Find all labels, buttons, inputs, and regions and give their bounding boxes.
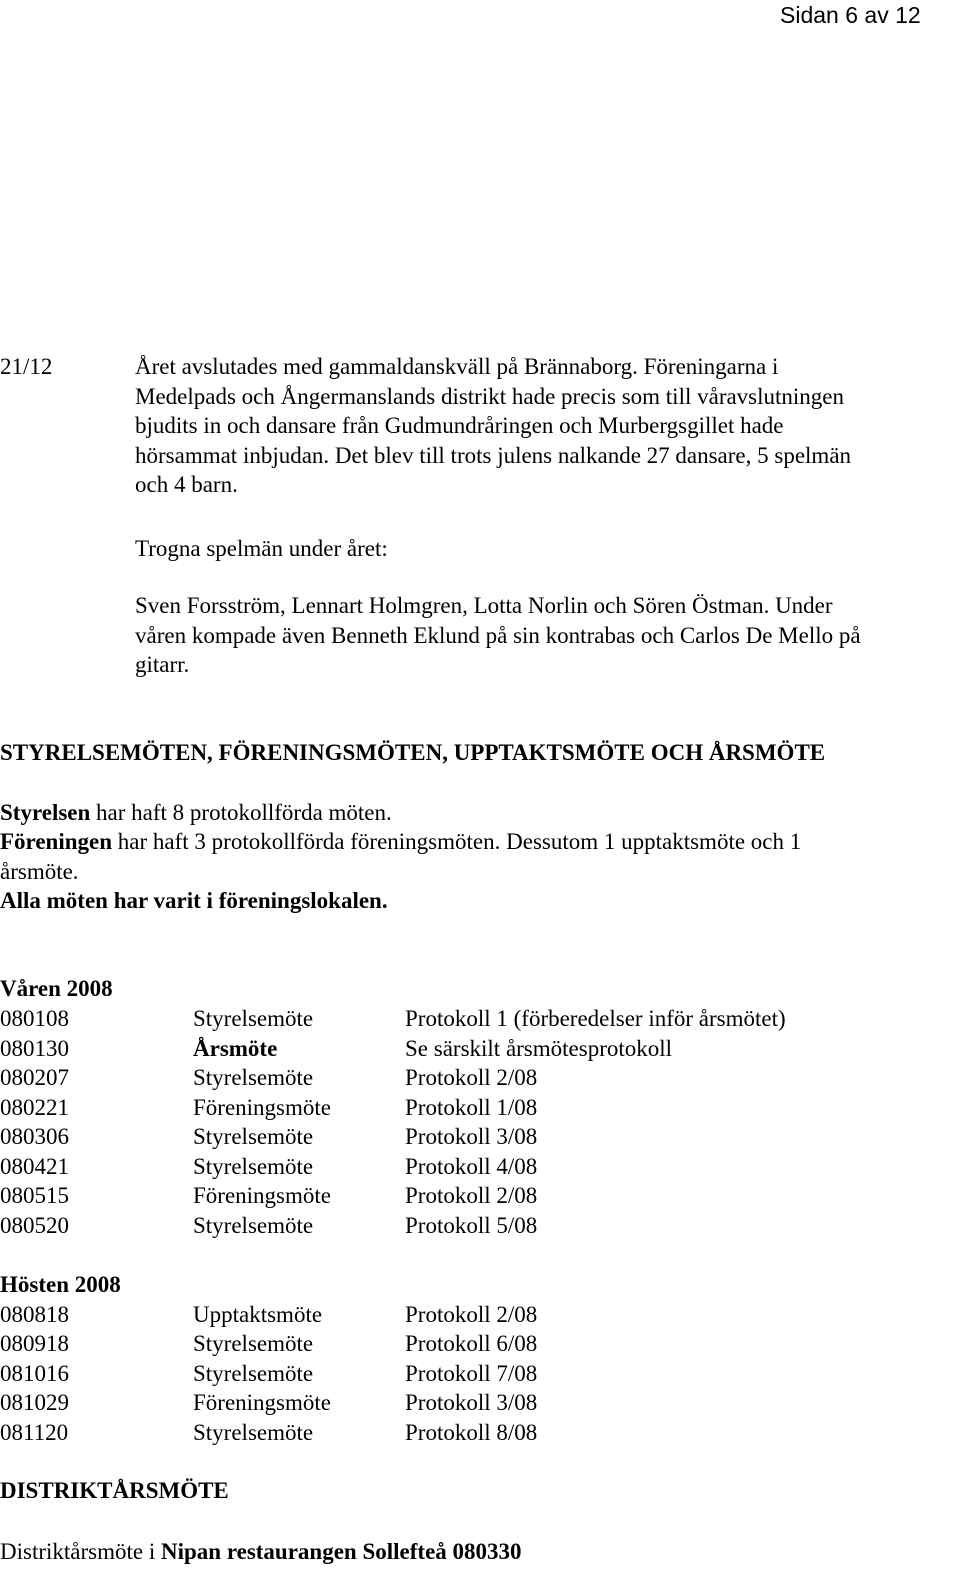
table-row: [0, 1181, 960, 1211]
table-row: [0, 1388, 960, 1418]
meeting-type: Styrelsemöte: [193, 1006, 314, 1031]
meeting-note: Protokoll 3/08: [405, 1124, 538, 1149]
meeting-note: Protokoll 6/08: [405, 1331, 538, 1356]
meeting-date: 080421: [0, 1154, 69, 1179]
meeting-note: Protokoll 2/08: [405, 1065, 538, 1090]
meeting-type: Styrelsemöte: [193, 1213, 314, 1238]
musicians-line: gitarr.: [135, 652, 190, 678]
meeting-note: Protokoll 2/08: [405, 1183, 538, 1208]
meeting-type: Styrelsemöte: [193, 1124, 314, 1149]
meeting-type: Föreningsmöte: [193, 1390, 331, 1415]
board-summary: [0, 798, 392, 828]
meeting-date: 081120: [0, 1420, 69, 1445]
meeting-note: Protokoll 5/08: [405, 1213, 538, 1238]
meeting-date: 080207: [0, 1065, 69, 1090]
entry-line: och 4 barn.: [135, 472, 238, 498]
table-row: [0, 1300, 960, 1330]
autumn-heading: Hösten 2008: [0, 1272, 121, 1297]
table-row: [0, 1034, 960, 1064]
meeting-type: Styrelsemöte: [193, 1420, 314, 1445]
district-heading: DISTRIKTÅRSMÖTE: [0, 1478, 229, 1503]
meeting-type: Föreningsmöte: [193, 1183, 331, 1208]
loyal-musicians-heading: Trogna spelmän under året:: [135, 536, 388, 561]
table-row: [0, 1359, 960, 1389]
board-label: Styrelsen: [0, 800, 91, 825]
district-text: [0, 1537, 522, 1567]
meeting-note: Protokoll 8/08: [405, 1420, 538, 1445]
entry-line: bjudits in och dansare från Gudmundråringen och Murbergsgillet hade: [135, 413, 784, 439]
board-text: har haft 8 protokollförda möten.: [90, 800, 392, 825]
meeting-date: 080515: [0, 1183, 69, 1208]
association-label: Föreningen: [0, 829, 113, 854]
table-row: [0, 1122, 960, 1152]
meeting-date: 081029: [0, 1390, 69, 1415]
meetings-heading: STYRELSEMÖTEN, FÖRENINGSMÖTEN, UPPTAKTSMÖTE OCH ÅRSMÖTE: [0, 740, 826, 765]
meeting-type: Styrelsemöte: [193, 1065, 314, 1090]
association-text: har haft 3 protokollförda föreningsmöten. Dessutom 1 upptaktsmöte och 1: [112, 829, 802, 854]
entry-date: 21/12: [0, 354, 53, 379]
meeting-note: Protokoll 7/08: [405, 1361, 538, 1386]
table-row: [0, 1063, 960, 1093]
meeting-date: 080108: [0, 1006, 69, 1031]
musicians-line: våren kompade även Benneth Eklund på sin kontrabas och Carlos De Mello på: [135, 622, 861, 648]
entry-line: Året avslutades med gammaldanskväll på Brännaborg. Föreningarna i: [135, 354, 779, 379]
entry-line: Medelpads och Ångermanslands distrikt hade precis som till våravslutningen: [135, 383, 845, 409]
table-row: [0, 1211, 960, 1241]
meeting-date: 080221: [0, 1095, 69, 1120]
meeting-note: Protokoll 1/08: [405, 1095, 538, 1120]
entry-line: hörsammat inbjudan. Det blev till trots julens nalkande 27 dansare, 5 spelmän: [135, 442, 852, 468]
meeting-type: Styrelsemöte: [193, 1361, 314, 1386]
meeting-type: Styrelsemöte: [193, 1331, 314, 1356]
meeting-type: Årsmöte: [193, 1036, 278, 1061]
page-number: Sidan 6 av 12: [780, 2, 921, 28]
table-row: [0, 1004, 960, 1034]
table-row: [0, 1329, 960, 1359]
meeting-location: Alla möten har varit i föreningslokalen.: [0, 888, 388, 913]
spring-heading: Våren 2008: [0, 976, 113, 1001]
association-summary-cont: årsmöte.: [0, 859, 79, 884]
musicians-text: [135, 591, 861, 680]
table-row: [0, 1093, 960, 1123]
musicians-line: Sven Forsström, Lennart Holmgren, Lotta Norlin och Sören Östman. Under: [135, 593, 833, 618]
association-summary: [0, 827, 801, 857]
meeting-type: Styrelsemöte: [193, 1154, 314, 1179]
meeting-date: 081016: [0, 1361, 69, 1386]
table-row: [0, 1152, 960, 1182]
table-row: [0, 1418, 960, 1448]
district-venue: Nipan restaurangen Sollefteå 080330: [160, 1539, 522, 1564]
meeting-date: 080918: [0, 1331, 69, 1356]
meeting-note: Protokoll 2/08: [405, 1302, 538, 1327]
entry-text: [135, 352, 851, 500]
meeting-date: 080818: [0, 1302, 69, 1327]
meeting-date: 080130: [0, 1036, 69, 1061]
meeting-date: 080306: [0, 1124, 69, 1149]
meeting-note: Protokoll 4/08: [405, 1154, 538, 1179]
meeting-date: 080520: [0, 1213, 69, 1238]
meeting-note: Se särskilt årsmötesprotokoll: [405, 1036, 673, 1061]
meeting-type: Föreningsmöte: [193, 1095, 331, 1120]
meeting-note: Protokoll 3/08: [405, 1390, 538, 1415]
district-text-plain: Distriktårsmöte i: [0, 1539, 161, 1564]
meeting-type: Upptaktsmöte: [193, 1302, 323, 1327]
meeting-note: Protokoll 1 (förberedelser inför årsmötet): [405, 1006, 786, 1031]
